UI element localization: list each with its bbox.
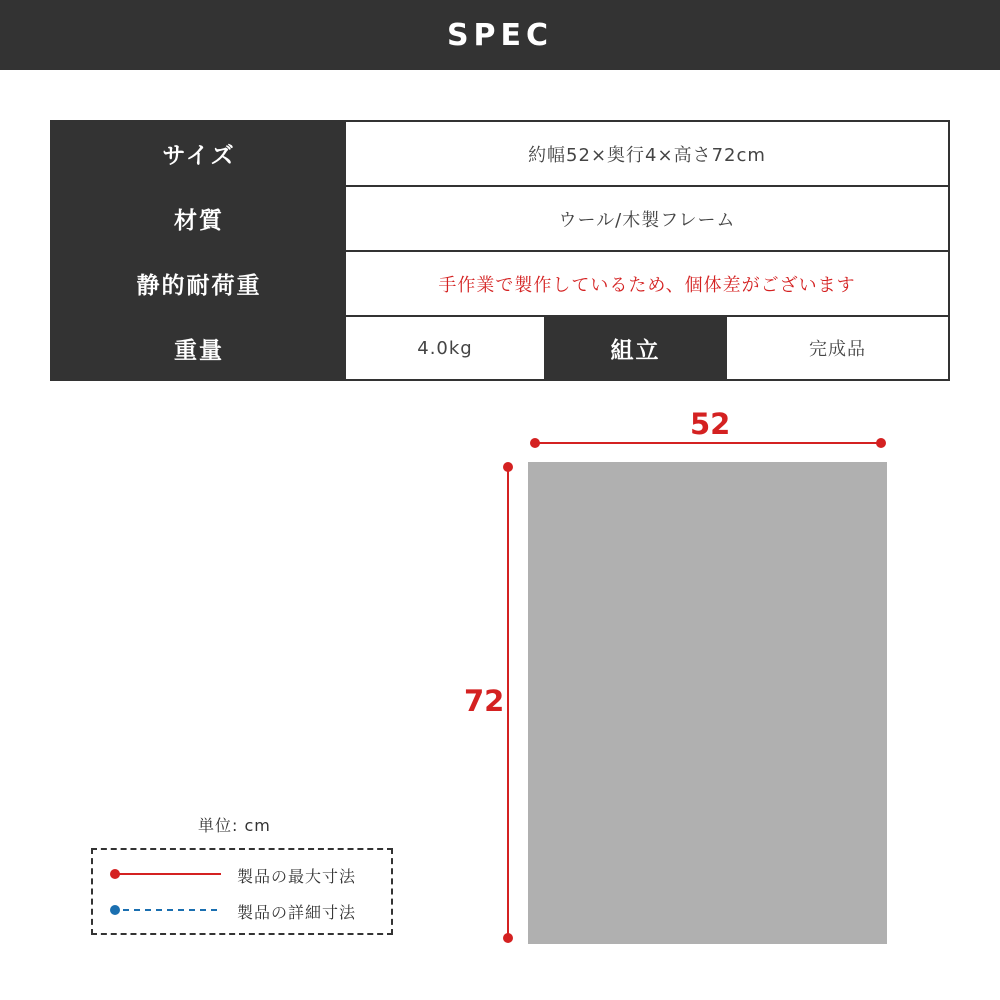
height-dimension-line bbox=[503, 462, 513, 943]
spec-label-size: サイズ bbox=[52, 122, 346, 185]
spec-value-material: ウール/木製フレーム bbox=[346, 187, 948, 250]
product-silhouette bbox=[528, 462, 887, 944]
spec-value-weight: 4.0kg bbox=[346, 317, 544, 379]
page-title: SPEC bbox=[446, 17, 554, 53]
solid-line-icon bbox=[93, 860, 223, 890]
spec-value-assembly: 完成品 bbox=[727, 317, 948, 379]
unit-label: 単位: cm bbox=[198, 816, 271, 835]
legend-item-detail-dimension bbox=[93, 896, 391, 926]
spec-label-assembly: 組立 bbox=[544, 317, 727, 379]
legend-item-max-dimension bbox=[93, 860, 391, 890]
dashed-line-icon bbox=[93, 896, 223, 926]
spec-label-weight: 重量 bbox=[52, 317, 346, 379]
height-dimension-label: 72 bbox=[464, 684, 505, 718]
spec-label-material: 材質 bbox=[52, 187, 346, 250]
legend-box bbox=[91, 848, 393, 935]
spec-value-size: 約幅52×奥行4×高さ72cm bbox=[346, 122, 948, 185]
legend-label: 製品の最大寸法 bbox=[237, 867, 357, 886]
width-dimension-label: 52 bbox=[690, 407, 731, 441]
legend-label: 製品の詳細寸法 bbox=[237, 903, 357, 922]
spec-label-load: 静的耐荷重 bbox=[52, 252, 346, 315]
spec-value-load: 手作業で製作しているため、個体差がございます bbox=[346, 252, 948, 315]
